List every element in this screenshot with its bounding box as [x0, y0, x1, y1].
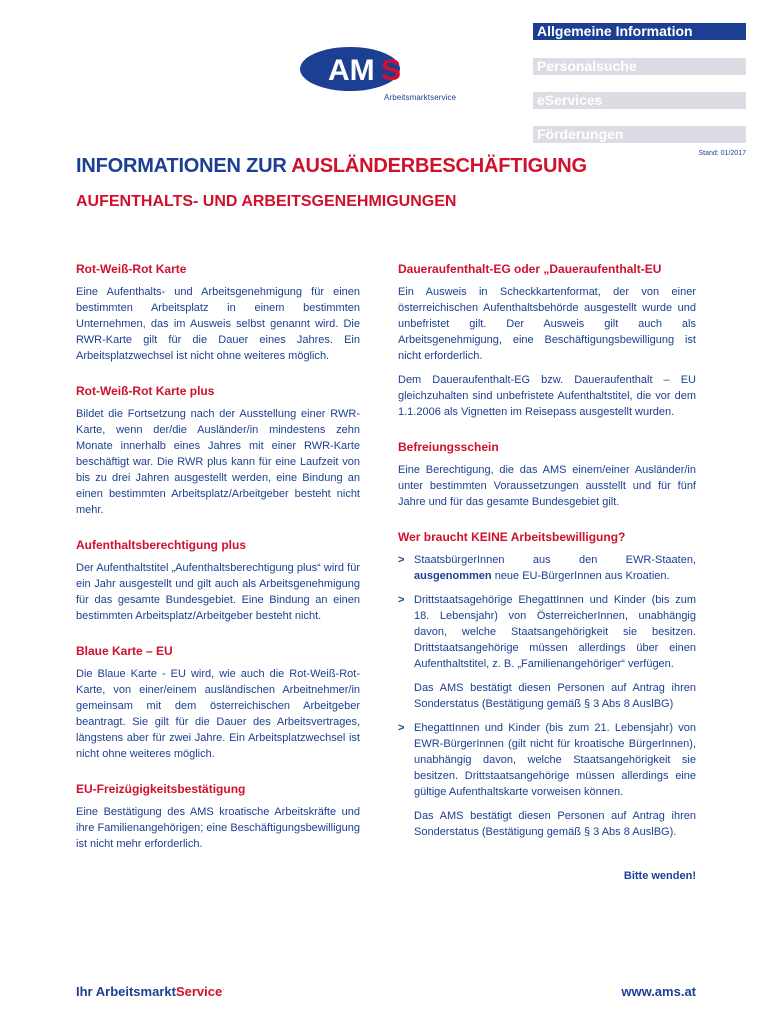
list-item-text: EhegattInnen und Kinder (bis zum 21. Lebensjahr) von EWR-BürgerInnen (gilt nicht für kroatische BürgerInnen), unabhängig davon, welche Staatsangehörigkeit sie besitzen. Drittstaatsangehörige müssen allerdings eine gültige Aufenthaltskarte vorweisen können.: [414, 722, 696, 798]
nav-personalsuche[interactable]: Personalsuche: [533, 58, 746, 75]
right-column: [398, 262, 696, 848]
footer-website-link[interactable]: www.ams.at: [621, 984, 696, 999]
list-item: [398, 552, 696, 584]
heading-keine-arbeitsbewilligung: Wer braucht KEINE Arbeitsbewilligung?: [398, 530, 626, 544]
exemption-list: [398, 552, 696, 672]
nav-allgemeine-information[interactable]: Allgemeine Information: [533, 23, 746, 40]
logo-letters-am: AM: [328, 54, 375, 87]
logo-letter-s: S: [381, 54, 402, 87]
list-item-emphasis: ausgenommen: [414, 570, 492, 582]
text-eu-freizuegigkeit: Eine Bestätigung des AMS kroatische Arbeitskräfte und ihre Familienangehörigen; eine Beschäftigungsbewilligung ist nicht mehr erforderlich.: [76, 806, 360, 850]
exemption-list-2: [398, 720, 696, 800]
heading-blaue-karte: Blaue Karte – EU: [76, 644, 173, 658]
left-column: [76, 262, 360, 872]
footer-slogan-part-1: Ihr Arbeitsmarkt: [76, 984, 176, 999]
stand-date: Stand: 01/2017: [698, 150, 746, 157]
text-befreiungsschein: Eine Berechtigung, die das AMS einem/einer Ausländer/in unter bestimmten Voraussetzungen ausstellt und für fünf Jahre und für das gesamte Bundesgebiet gilt.: [398, 464, 696, 508]
arrow-bullet-icon: >: [398, 554, 405, 566]
list-note: Das AMS bestätigt diesen Personen auf Antrag ihren Sonderstatus (Bestätigung gemäß § 3 Abs 8 AuslBG).: [414, 810, 696, 838]
page-title: [76, 155, 587, 178]
text-rwr-karte: Eine Aufenthalts- und Arbeitsgenehmigung für einen bestimmten Arbeitsplatz in einem bestimmten Unternehmen, das im Ausweis selbst genannt wird. Die RWR-Karte gilt für die Dauer eines Jahres. Ein Arbeitsplatzwechsel ist nicht ohne weiteres möglich.: [76, 286, 360, 362]
nav-eservices[interactable]: eServices: [533, 92, 746, 109]
logo-tagline: Arbeitsmarktservice: [384, 93, 457, 102]
title-part-1: INFORMATIONEN ZUR: [76, 155, 292, 177]
heading-befreiungsschein: Befreiungsschein: [398, 440, 499, 454]
heading-eu-freizuegigkeit: EU-Freizügigkeitsbestätigung: [76, 782, 246, 796]
list-note: Das AMS bestätigt diesen Personen auf Antrag ihren Sonderstatus (Bestätigung gemäß § 3 Abs 8 AuslBG): [414, 682, 696, 710]
footer-slogan-part-2: Service: [175, 984, 223, 999]
nav-foerderungen[interactable]: Förderungen: [533, 126, 746, 143]
heading-rwr-karte-plus: Rot-Weiß-Rot Karte plus: [76, 384, 215, 398]
list-item-text-end: neue EU-BürgerInnen aus Kroatien.: [491, 570, 670, 582]
text-daueraufenthalt-1: Ein Ausweis in Scheckkartenformat, der von einer österreichischen Aufenthaltsbehörde ausgestellt wurde und unbefristet gilt. Der Ausweis gilt auch als Arbeitsgenehmigung, eine Beschäftigungsbewilligung ist nicht erforderlich.: [398, 286, 696, 362]
title-part-2: AUSLÄNDERBESCHÄFTIGUNG: [291, 155, 587, 177]
please-turn-note: Bitte wenden!: [623, 870, 696, 882]
heading-aufenthaltsberechtigung-plus: Aufenthaltsberechtigung plus: [76, 538, 247, 552]
footer-slogan: [76, 984, 222, 999]
text-rwr-karte-plus: Bildet die Fortsetzung nach der Ausstellung einer RWR-Karte, wenn der/die Ausländer/in mindestens zehn Monate innerhalb eines Jahres mit einer RWR-Karte beschäftigt war. Die RWR plus kann für eine Laufzeit von bis zu drei Jahren ausgestellt werden, eine Bindung an einen bestimmten Arbeitsplatz/Arbeitgeber besteht nicht mehr.: [76, 408, 360, 516]
text-aufenthaltsberechtigung-plus: Der Aufenthaltstitel „Aufenthaltsberechtigung plus“ wird für ein Jahr ausgestellt und gilt auch als Arbeitsgenehmigung für das gesamte Bundesgebiet. Eine Bindung an einen bestimmten Arbeitsplatz/Arbeitgeber besteht nicht.: [76, 562, 360, 622]
list-item-text: Drittstaatsagehörige EhegattInnen und Kinder (bis zum 18. Lebensjahr) von ÖsterreicherInnen, unabhängig davon, welche Staatsangehörigkeit sie besitzen. Drittstaatsangehörige müssen allerdings über einen Aufenthaltstitel, z. B. „Familienangehöriger“ verfügen.: [414, 594, 696, 670]
list-item: [398, 720, 696, 800]
list-item: [398, 592, 696, 672]
heading-daueraufenthalt: Daueraufenthalt-EG oder „Daueraufenthalt-EU: [398, 262, 662, 276]
list-item-text: StaatsbürgerInnen aus den EWR-Staaten,: [414, 554, 696, 566]
text-blaue-karte: Die Blaue Karte - EU wird, wie auch die Rot-Weiß-Rot-Karte, von einer/einem ausländischen Arbeitnehmer/in gemeinsam mit dem österreichischen Arbeitgeber beantragt. Sie gilt für die Dauer des Arbeitsvertrages, längstens aber für zwei Jahre. Ein Arbeitsplatzwechsel ist nicht ohne weiteres möglich.: [76, 668, 360, 760]
arrow-bullet-icon: >: [398, 722, 405, 734]
text-daueraufenthalt-2: Dem Daueraufenthalt-EG bzw. Daueraufenthalt – EU gleichzuhalten sind unbefristete Aufenthaltstitel, die vor dem 1.1.2006 als Vignetten im Reisepass ausgestellt wurden.: [398, 374, 696, 418]
arrow-bullet-icon: >: [398, 594, 405, 606]
heading-rwr-karte: Rot-Weiß-Rot Karte: [76, 262, 187, 276]
page-subtitle: AUFENTHALTS- UND ARBEITSGENEHMIGUNGEN: [76, 193, 457, 210]
